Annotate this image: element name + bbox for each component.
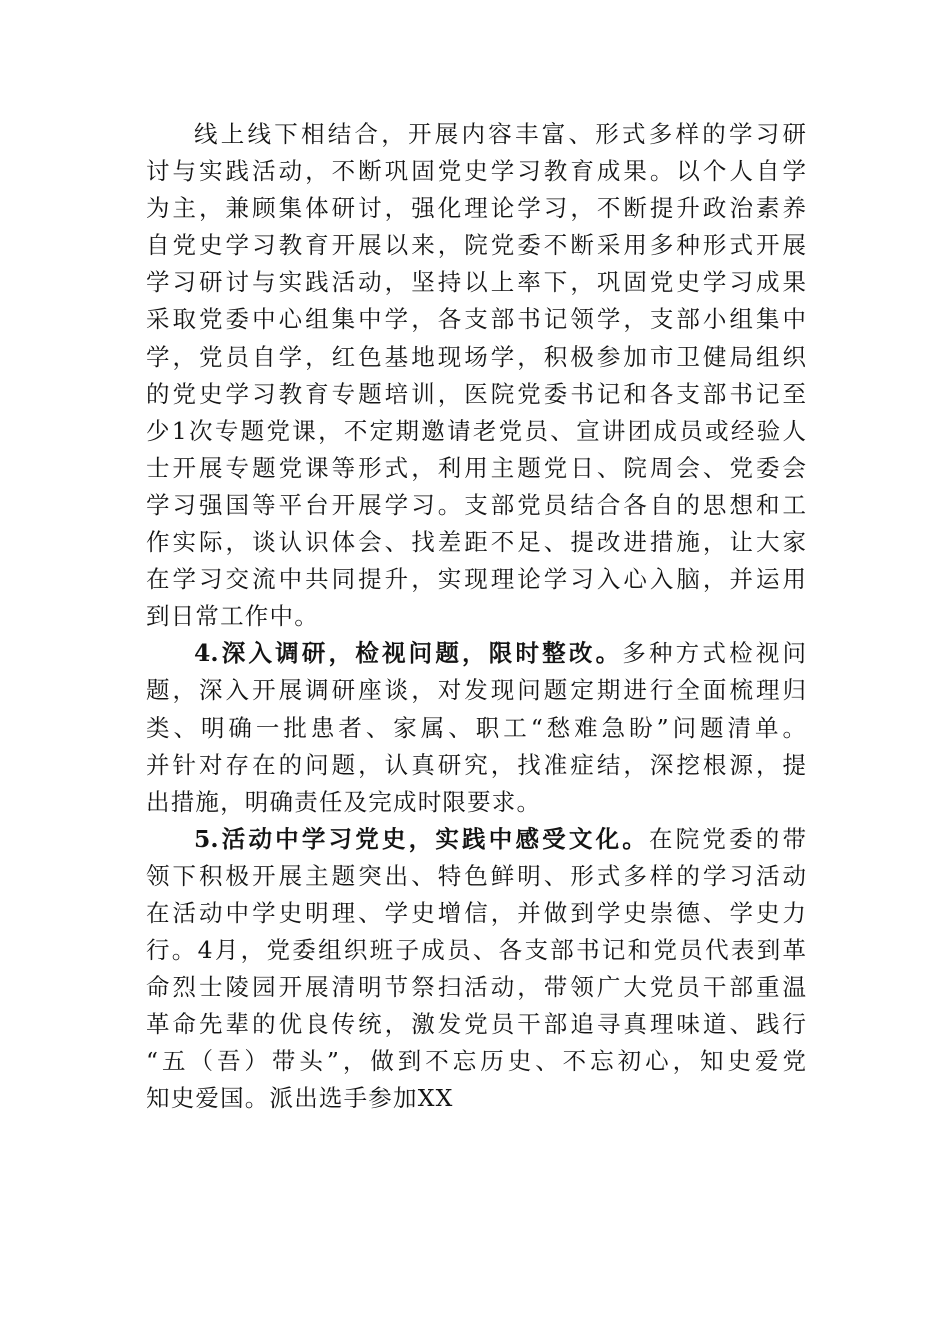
text-line: 少1次专题党课，不定期邀请老党员、宣讲团成员或经验人 [146, 416, 806, 445]
text-line: “五（吾）带头”，做到不忘历史、不忘初心，知史爱党 [146, 1047, 806, 1076]
section-heading: 5.活动中学习党史，实践中感受文化。 [194, 824, 649, 853]
text-run: 在院党委的带 [648, 824, 806, 853]
paragraph [146, 821, 806, 1118]
text-line: 士开展专题党课等形式，利用主题党日、院周会、党委会 [146, 453, 806, 482]
text-line: 题，深入开展调研座谈，对发现问题定期进行全面梳理归 [146, 676, 806, 705]
text-line: 类、明确一批患者、家属、职工“愁难急盼”问题清单。 [146, 713, 806, 742]
text-line: 学，党员自学，红色基地现场学，积极参加市卫健局组织 [146, 342, 806, 371]
text-line: 讨与实践活动，不断巩固党史学习教育成果。以个人自学 [146, 157, 806, 186]
text-line: 的党史学习教育专题培训，医院党委书记和各支部书记至 [146, 379, 806, 408]
paragraph [146, 116, 806, 635]
text-line: 线上线下相结合，开展内容丰富、形式多样的学习研 [194, 120, 806, 148]
text-line: 革命先辈的优良传统，激发党员干部追寻真理味道、践行 [146, 1010, 806, 1039]
text-line: 领下积极开展主题突出、特色鲜明、形式多样的学习活动 [146, 861, 806, 890]
text-line: 学习强国等平台开展学习。支部党员结合各自的思想和工 [146, 490, 806, 519]
text-line: 知史爱国。派出选手参加XX [146, 1084, 454, 1113]
text-line: 自党史学习教育开展以来，院党委不断采用多种形式开展 [146, 231, 806, 260]
text-run: 多种方式检视问 [622, 639, 806, 668]
document-body [146, 116, 806, 1118]
text-line: 作实际，谈认识体会、找差距不足、提改进措施，让大家 [146, 528, 806, 557]
text-line: 行。4月，党委组织班子成员、各支部书记和党员代表到革 [146, 936, 806, 965]
paragraph [146, 635, 806, 820]
text-line: 采取党委中心组集中学，各支部书记领学，支部小组集中 [146, 305, 806, 334]
section-heading: 4.深入调研，检视问题，限时整改。 [194, 639, 623, 668]
text-line: 到日常工作中。 [146, 602, 319, 631]
text-line: 命烈士陵园开展清明节祭扫活动，带领广大党员干部重温 [146, 973, 806, 1002]
text-line: 在学习交流中共同提升，实现理论学习入心入脑，并运用 [146, 565, 806, 594]
text-line: 为主，兼顾集体研讨，强化理论学习，不断提升政治素养 [146, 194, 806, 223]
text-line [146, 635, 806, 672]
text-line: 在活动中学史明理、学史增信，并做到学史崇德、学史力 [146, 898, 806, 927]
text-line [146, 821, 806, 858]
text-line: 并针对存在的问题，认真研究，找准症结，深挖根源，提 [146, 750, 806, 779]
text-line: 学习研讨与实践活动，坚持以上率下，巩固党史学习成果 [146, 268, 806, 297]
text-line: 出措施，明确责任及完成时限要求。 [146, 787, 542, 816]
